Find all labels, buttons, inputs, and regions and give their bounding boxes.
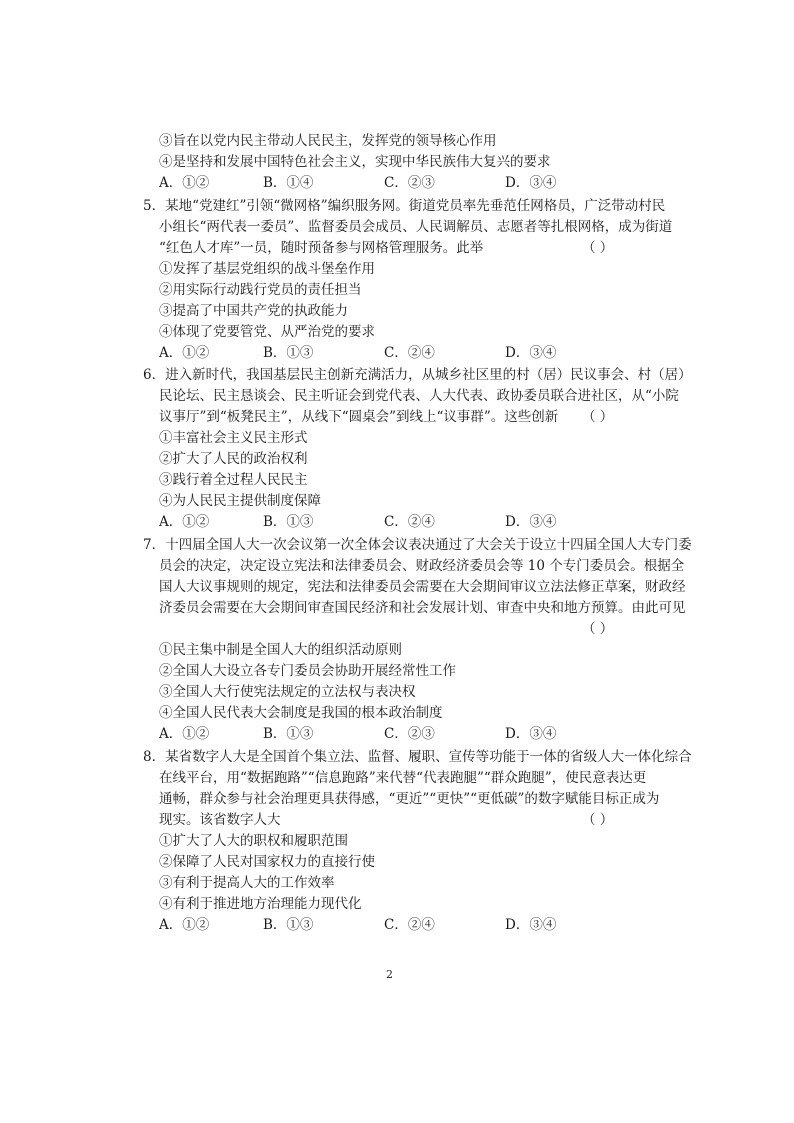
q5-option-d: D．③④ [505,345,557,361]
q7-stem-line-4: 济委员会需要在大会期间审查国民经济和社会发展计划、审查中央和地方预算。由此可见 [159,600,686,616]
q5-answer-paren: （ ） [582,240,614,256]
q7-stem-line-3: 国人大议事规则的规定，宪法和法律委员会需要在大会期间审议立法法修正草案，财政经 [159,579,686,595]
page-number: 2 [386,968,393,981]
q8-option-c: C．②④ [384,917,435,933]
q8-answer-paren: （ ） [582,812,614,828]
q5-statement-1: ①发挥了基层党组织的战斗堡垒作用 [159,261,375,277]
q5-option-b: B．①③ [263,345,314,361]
q4-statement-4: ④是坚持和发展中国特色社会主义，实现中华民族伟大复兴的要求 [159,154,551,170]
q7-option-b: B．①③ [263,726,314,742]
q8-option-b: B．①③ [263,917,314,933]
q5-stem-line-3: “红色人才库”一员，随时预备参与网格管理服务。此举 [159,240,484,256]
q7-statement-3: ③全国人大行使宪法规定的立法权与表决权 [159,684,416,700]
q7-statement-4: ④全国人民代表大会制度是我国的根本政治制度 [159,705,443,721]
q8-statement-4: ④有利于推进地方治理能力现代化 [159,896,362,912]
q5-option-a: A．①② [159,345,210,361]
q6-statement-4: ④为人民民主提供制度保障 [159,493,321,509]
q8-stem-line-3: 通畅，群众参与社会治理更具获得感，“更近”“更快”“更低碳”的数字赋能目标正成为 [159,791,660,807]
q6-statement-1: ①丰富社会主义民主形式 [159,430,308,446]
q6-statement-3: ③践行着全过程人民民主 [159,472,308,488]
q7-stem-line-2: 员会的决定，决定设立宪法和法律委员会、财政经济委员会等 10 个专门委员会。根据全 [159,558,685,574]
q4-option-c: C．②③ [384,175,435,191]
q6-option-a: A．①② [159,514,210,530]
q6-options [159,512,579,532]
q5-statement-4: ④体现了党要管党、从严治党的要求 [159,324,375,340]
q6-answer-paren: （ ） [582,409,614,425]
q8-stem-line-2: 在线平台，用“数据跑路”“信息跑路”来代替“代表跑腿”“群众跑腿”，使民意表达更 [159,770,647,786]
q4-statement-3: ③旨在以党内民主带动人民民主，发挥党的领导核心作用 [159,133,497,149]
q5-stem-line-2: 小组长“两代表一委员”、监督委员会成员、人民调解员、志愿者等扎根网格，成为街道 [159,219,673,235]
q4-options [159,173,579,193]
q8-stem-line-1: 8．某省数字人大是全国首个集立法、监督、履职、宣传等功能于一体的省级人大一体化综合 [143,749,692,765]
q5-option-c: C．②④ [384,345,435,361]
q7-options [159,724,579,744]
q6-stem-line-3: 议事厅”到“板凳民主”，从线下“圆桌会”到线上“议事群”。这些创新 [159,409,559,425]
q5-statement-3: ③提高了中国共产党的执政能力 [159,303,348,319]
q5-options [159,343,579,363]
q7-answer-paren: （ ） [582,621,614,637]
q7-statement-2: ②全国人大设立各专门委员会协助开展经常性工作 [159,663,456,679]
q6-statement-2: ②扩大了人民的政治权利 [159,451,308,467]
q6-stem-line-1: 6．进入新时代，我国基层民主创新充满活力，从城乡社区里的村（居）民议事会、村（居） [143,367,692,383]
q8-statement-2: ②保障了人民对国家权力的直接行使 [159,854,375,870]
q7-option-d: D．③④ [505,726,557,742]
q8-statement-1: ①扩大了人大的职权和履职范围 [159,833,348,849]
q4-option-b: B．①④ [263,175,314,191]
q8-option-d: D．③④ [505,917,557,933]
q8-options [159,915,579,935]
q7-option-c: C．②③ [384,726,435,742]
q7-statement-1: ①民主集中制是全国人大的组织活动原则 [159,642,402,658]
q8-statement-3: ③有利于提高人大的工作效率 [159,875,335,891]
q5-statement-2: ②用实际行动践行党员的责任担当 [159,282,362,298]
q6-stem-line-2: 民论坛、民主恳谈会、民主听证会到党代表、人大代表、政协委员联合进社区，从“小院 [159,388,679,404]
q8-option-a: A．①② [159,917,210,933]
q7-option-a: A．①② [159,726,210,742]
q5-stem-line-1: 5．某地“党建红”引领“微网格”编织服务网。街道党员率先垂范任网格员，广泛带动村民 [143,198,666,214]
q4-option-a: A．①② [159,175,210,191]
q8-stem-line-4: 现实。该省数字人大 [159,812,281,828]
q6-option-b: B．①③ [263,514,314,530]
q6-option-c: C．②④ [384,514,435,530]
q6-option-d: D．③④ [505,514,557,530]
q7-stem-line-1: 7．十四届全国人大一次会议第一次全体会议表决通过了大会关于设立十四届全国人大专门委 [143,537,692,553]
q4-option-d: D．③④ [505,175,557,191]
